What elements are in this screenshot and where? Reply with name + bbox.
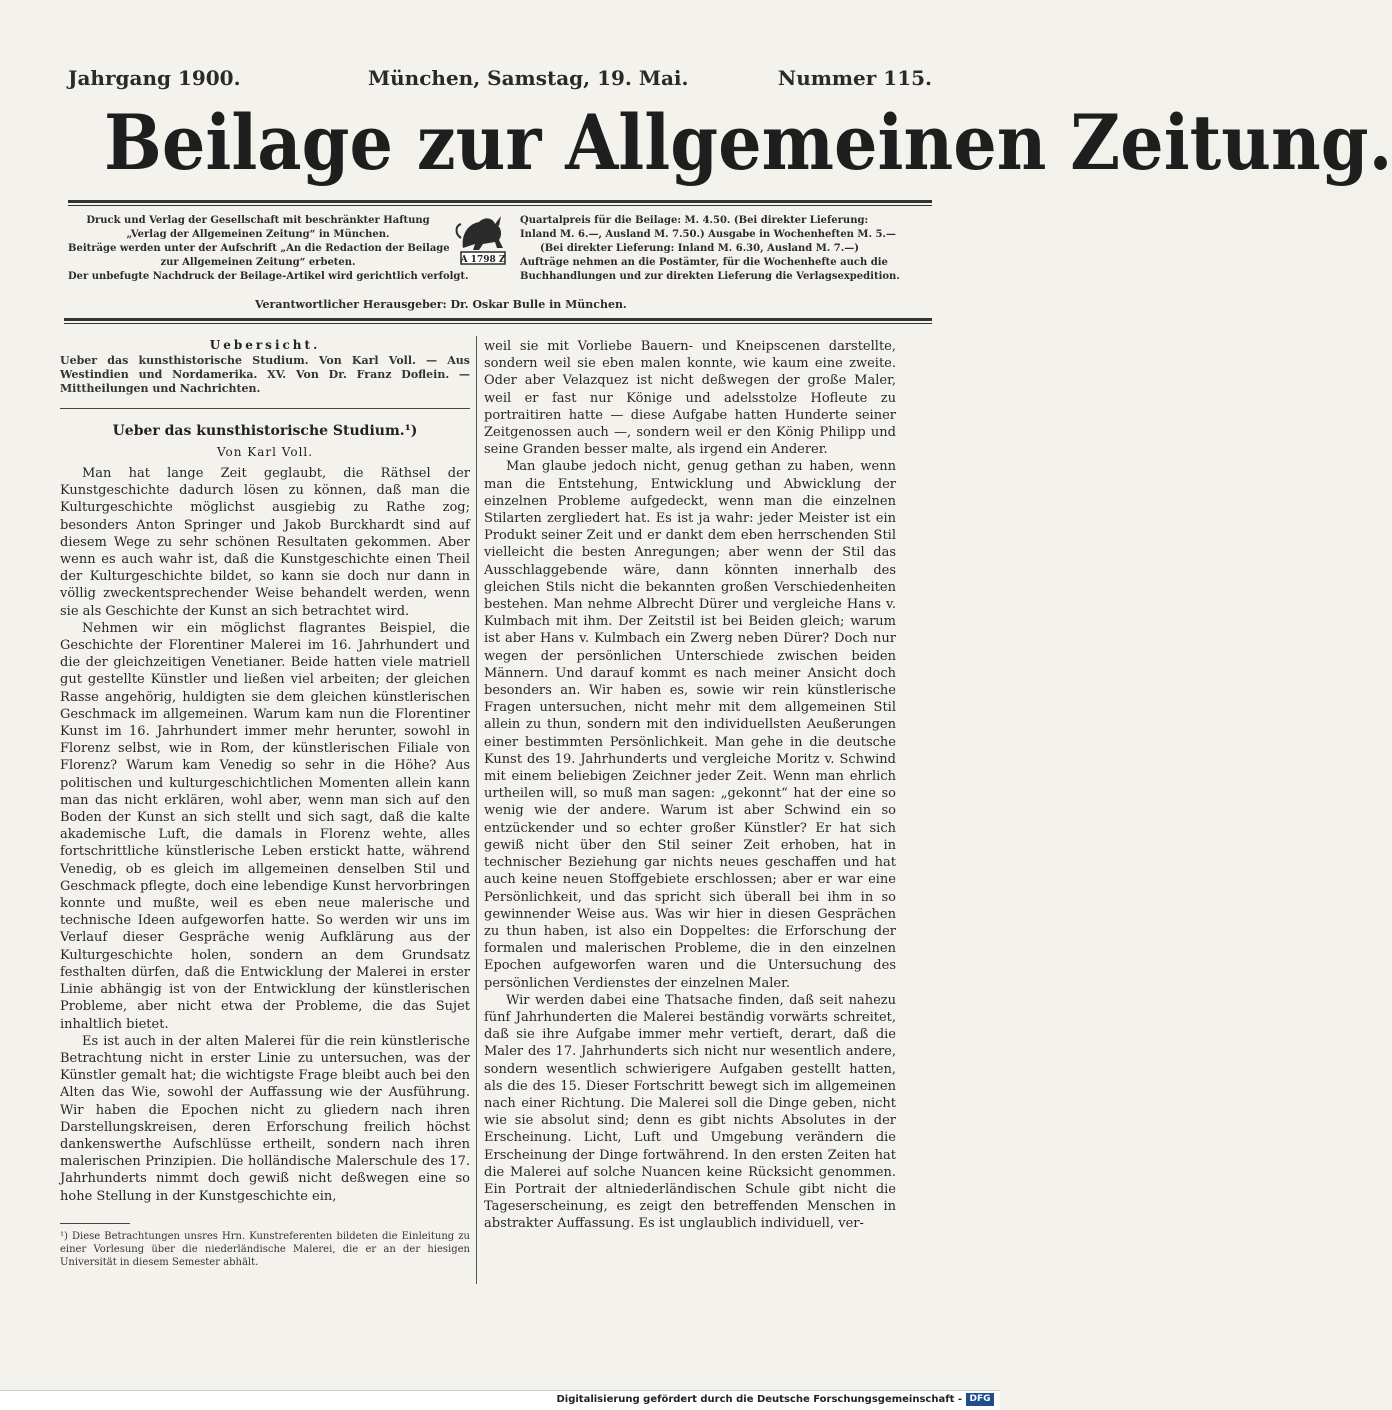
imprint-left (68, 214, 469, 284)
toc-text: Ueber das kunsthistorische Studium. Von Karl Voll. — Aus Westindien und Nordamerika. XV. Von Dr. Franz Doflein. — Mittheilungen und Nachrichten. (60, 354, 470, 395)
imprint-right (520, 214, 900, 284)
footnote: ¹) Diese Betrachtungen unsres Hrn. Kunstreferenten bildeten die Einleitung zu einer Vorlesung über die niederländische Malerei, die er an der hiesigen Universität in diesem Semester abhält. (60, 1230, 470, 1268)
dfg-logo: DFG (966, 1393, 994, 1406)
article-body-left (60, 465, 470, 1205)
paragraph: Wir werden dabei eine Thatsache finden, daß seit nahezu fünf Jahrhunderten die Malerei beständig vorwärts schreitet, daß sie ihre Aufgabe immer mehr vertieft, derart, daß die Maler des 17. Jahrhunderts sich nicht nur wesentlich andere, sondern wesentlich schwierigere Aufgaben gestellt hatten, als die des 15. Dieser Fortschritt bewegt sich im allgemeinen nach einer Richtung. Die Malerei soll die Dinge geben, nicht wie sie absolut sind; denn es gibt nichts Absolutes in der Erscheinung. Licht, Luft und Umgebung verändern die Erscheinung der Dinge fortwährend. In den ersten Zeiten hat die Malerei auf solche Nuancen keine Rücksicht genommen. Ein Portrait der altniederländischen Schule gibt nicht die Tageserscheinung, es zeigt den betreffenden Menschen in abstrakter Auffassung. Es ist unglaublich individuell, ver- (484, 992, 896, 1232)
place-date: München, Samstag, 19. Mai. (368, 66, 689, 90)
volume-label: Jahrgang 1900. (68, 66, 241, 90)
paragraph: Nehmen wir ein möglichst flagrantes Beispiel, die Geschichte der Florentiner Malerei im 16. Jahrhundert und die der gleichzeitigen Venetianer. Beide hatten viele matriell gut gestellte Künstler und ließen viel arbeiten; der gleichen Rasse angehörig, huldigten sie dem gleichen künstlerischen Geschmack im allgemeinen. Warum kam nun die Florentiner Kunst im 16. Jahrhundert immer mehr herunter, sowohl in Florenz selbst, wie in Rom, der künstlerischen Filiale von Florenz? Warum kam Venedig so sehr in die Höhe? Aus politischen und kulturgeschichtlichen Momenten allein kann man das nicht erklären, wohl aber, wenn man sich auf den Boden der Kunst an sich stellt und sich sagt, daß die kalte akademische Luft, die damals in Florenz wehte, alles fortschrittliche künstlerische Leben erstickt hatte, während Venedig, ob es gleich im allgemeinen denselben Stil und Geschmack pflegte, doch eine lebendige Kunst hervorbringen konnte und mußte, weil es eben neue malerische und technische Ideen aufgeworfen hatte. So werden wir uns im Verlauf dieser Gespräche wenig Aufklärung aus der Kulturgeschichte holen, sondern an dem Grundsatz festhalten dürfen, daß die Entwicklung der Malerei in erster Linie abhängig ist von der Entwicklung der künstlerischen Probleme, aber nicht etwa der Probleme, die das Sujet inhaltlich bietet. (60, 620, 470, 1032)
masthead-rule (68, 200, 932, 203)
footnote-rule (60, 1223, 130, 1224)
paragraph: Es ist auch in der alten Malerei für die rein künstlerische Betrachtung nicht in erster Linie zu untersuchen, was der Künstler gemalt hat; die wichtigste Frage bleibt auch bei den Alten das Wie, sowohl der Auffassung wie der Ausführung. Wir haben die Epochen nicht zu gliedern nach ihren Darstellungskreisen, deren Erforschung freilich höchst dankenswerthe Aufschlüsse ertheilt, sondern nach ihren malerischen Prinzipien. Die holländische Malerschule des 17. Jahrhunderts nimmt doch gewiß nicht deßwegen eine so hohe Stellung in der Kunstgeschichte ein, (60, 1033, 470, 1204)
imprint-line: Beiträge werden unter der Aufschrift „An die Redaction der Beilage (68, 243, 450, 254)
article-author: Von Karl Voll. (216, 445, 314, 459)
paragraph: weil sie mit Vorliebe Bauern- und Kneipscenen darstellte, sondern weil sie eben malen konnte, wie kaum eine zweite. Oder aber Velazquez ist nicht deßwegen der große Maler, weil er fast nur Könige und adelsstolze Hofleute zu portraitiren hatte — diese Aufgabe hatten Hunderte seiner Zeitgenossen auch —, sondern weil er den König Philipp und seine Granden besser malte, als irgend ein Anderer. (484, 339, 896, 458)
lion-emblem-icon (449, 208, 517, 270)
imprint-line: zur Allgemeinen Zeitung“ erbeten. (160, 257, 356, 268)
toc-title: Uebersicht. (209, 338, 321, 352)
paragraph: Man hat lange Zeit geglaubt, die Räthsel der Kunstgeschichte dadurch lösen zu können, daß man die Kulturgeschichte möglichst ausgiebig zu Rathe zog; besonders Anton Springer und Jakob Burckhardt sind auf diesem Wege zu sehr schönen Resultaten gekommen. Aber wenn es auch wahr ist, daß die Kunstgeschichte einen Theil der Kulturgeschichte bildet, so kann sie doch nur dann in völlig zweckentsprechender Weise behandelt werden, wenn sie als Geschichte der Kunst an sich betrachtet wird. (60, 466, 470, 619)
imprint-line: Buchhandlungen und zur direkten Lieferung die Verlagsexpedition. (520, 271, 900, 282)
article-title: Ueber das kunsthistorische Studium.¹) (112, 423, 418, 439)
imprint-line: „Verlag der Allgemeinen Zeitung“ in München. (126, 229, 390, 240)
imprint-line: (Bei direkter Lieferung: Inland M. 6.30, Ausland M. 7.—) (540, 243, 859, 254)
issue-number: Nummer 115. (777, 66, 932, 90)
header-line (68, 66, 932, 96)
digitization-footer (0, 1390, 1000, 1410)
imprint-line: Druck und Verlag der Gesellschaft mit beschränkter Haftung (86, 215, 430, 226)
paragraph: Man glaube jedoch nicht, genug gethan zu haben, wenn man die Entstehung, Entwicklung und Abwicklung der einzelnen Probleme aufgedeckt, wenn man die einzelnen Stilarten zergliedert hat. Es ist ja wahr: jeder Meister ist ein Produkt seiner Zeit und er dankt dem eben herrschenden Stil vielleicht die besten Anregungen; aber wenn der Stil das Ausschlaggebende wäre, dann könnten innerhalb des gleichen Stils nicht die bekannten großen Verschiedenheiten bestehen. Man nehme Albrecht Dürer und vergleiche Hans v. Kulmbach mit ihm. Der Zeitstil ist bei Beiden gleich; warum ist aber Hans v. Kulmbach ein Zwerg neben Dürer? Doch nur wegen der persönlichen Unterschiede zwischen beiden Männern. Und darauf kommt es nach meiner Ansicht doch besonders an. Wir haben es, sowie wir rein künstlerische Fragen untersuchen, nicht mehr mit dem allgemeinen Stil allein zu thun, sondern mit den individuellsten Aeußerungen einer bestimmten Persönlichkeit. Man gehe in die deutsche Kunst des 19. Jahrhunderts und vergleiche Moritz v. Schwind mit einem beliebigen Zeichner jeder Zeit. Wenn man ehrlich urtheilen will, so muß man sagen: „gekonnt“ hat der eine so wenig wie der andere. Warum ist aber Schwind ein so entzückender und so echter großer Künstler? Er hat sich gewiß nicht über den Stil seiner Zeit erhoben, hat in technischer Beziehung gar nichts neues geschaffen und hat auch keine neuen Stoffgebiete erschlossen; aber er war eine Persönlichkeit, und das spricht sich überall bei ihm in so gewinnender Weise aus. Was wir hier in diesen Gesprächen zu thun haben, ist also ein Doppeltes: die Erforschung der formalen und malerischen Probleme, die in den einzelnen Epochen aufgeworfen waren und die Untersuchung des persönlichen Verdienstes der einzelnen Maler. (484, 459, 896, 991)
right-column (484, 338, 896, 1233)
article-body-right (484, 338, 896, 1233)
masthead-rule-thin (68, 205, 932, 206)
imprint-line: Inland M. 6.—, Ausland M. 7.50.) Ausgabe in Wochenheften M. 5.— (520, 229, 896, 240)
footer-credit: Digitalisierung gefördert durch die Deutsche Forschungsgemeinschaft - (556, 1394, 962, 1405)
imprint-line: Quartalpreis für die Beilage: M. 4.50. (Bei direkter Lieferung: (520, 215, 869, 226)
imprint-line: Aufträge nehmen an die Postämter, für die Wochenhefte auch die (520, 257, 888, 268)
column-divider (476, 336, 477, 1284)
masthead-title: Beilage zur Allgemeinen Zeitung. (104, 98, 1392, 187)
header-bottom-rule (64, 318, 932, 321)
toc-separator (60, 408, 470, 409)
emblem-text: A 1798 Z (460, 255, 506, 265)
header-bottom-rule-thin (64, 323, 932, 324)
imprint-line: Der unbefugte Nachdruck der Beilage-Artikel wird gerichtlich verfolgt. (68, 271, 469, 282)
editor-line: Verantwortlicher Herausgeber: Dr. Oskar Bulle in München. (255, 298, 627, 311)
left-column (60, 338, 470, 1269)
